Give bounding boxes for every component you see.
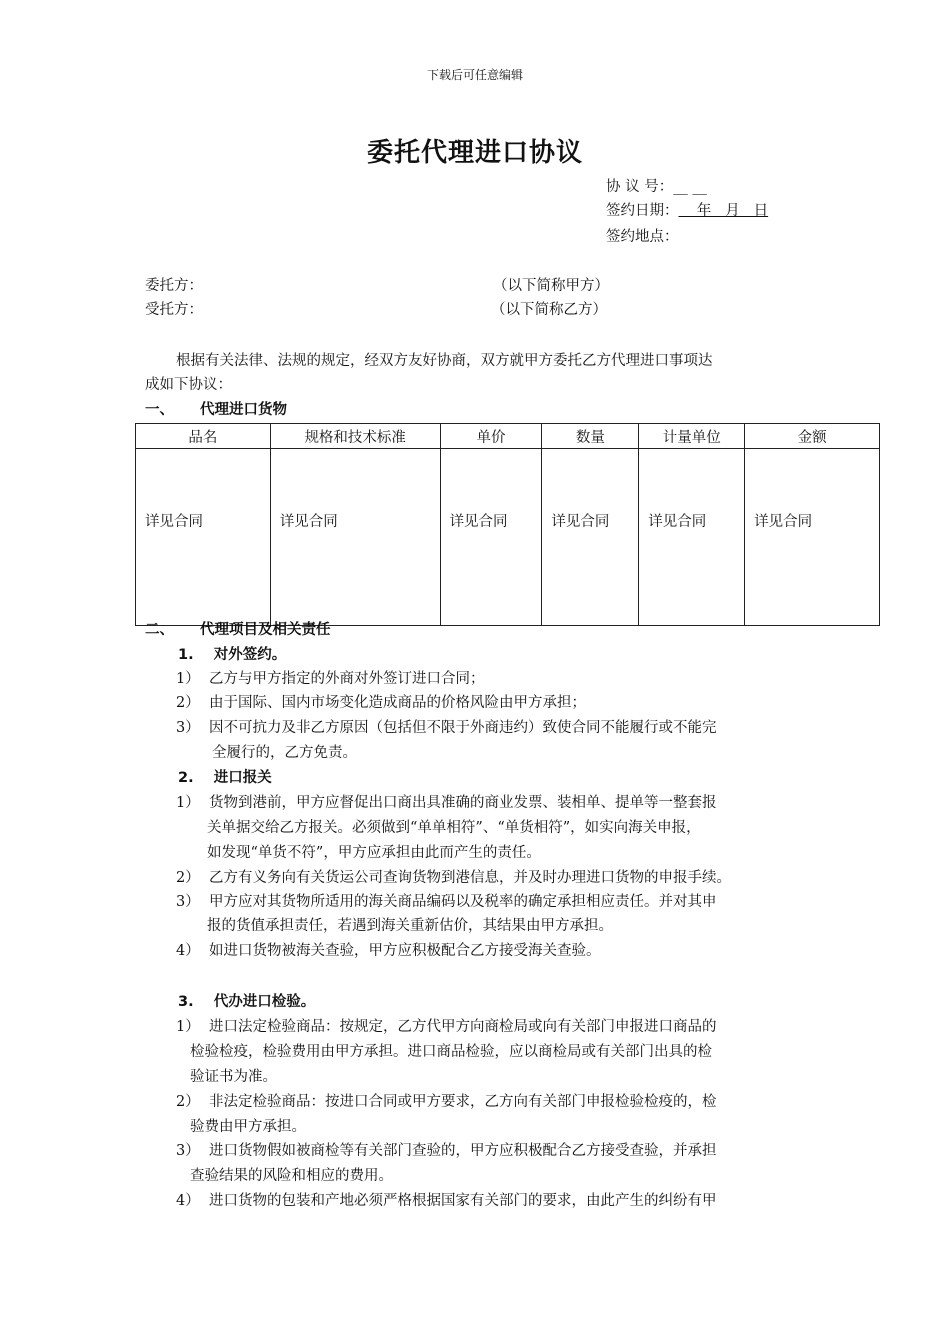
cell-quantity: 详见合同 — [542, 449, 639, 626]
document-title: 委托代理进口协议 — [366, 138, 583, 168]
sub1-title: 1. 对外签约。 — [178, 647, 287, 663]
agreement-no — [606, 175, 707, 199]
client-note: （以下简称甲方） — [493, 278, 609, 294]
section1-number: 一、 — [145, 402, 174, 418]
list-item-continued: 全履行的，乙方免责。 — [212, 745, 357, 761]
list-item: 4） 如进口货物被海关查验，甲方应积极配合乙方接受海关查验。 — [176, 943, 601, 959]
client-label: 委托方： — [145, 278, 203, 294]
goods-table — [135, 423, 880, 626]
cell-unit-price: 详见合同 — [440, 449, 542, 626]
list-item: 3） 甲方应对其货物所适用的海关商品编码以及税率的确定承担相应责任。并对其申 — [176, 894, 717, 910]
col-header-quantity: 数量 — [542, 424, 639, 449]
list-item: 2） 非法定检验商品：按进口合同或甲方要求，乙方向有关部门申报检验检疫的，检 — [176, 1094, 717, 1110]
list-item: 1） 乙方与甲方指定的外商对外签订进口合同； — [176, 671, 485, 687]
list-item: 3） 进口货物假如被商检等有关部门查验的，甲方应积极配合乙方接受查验，并承担 — [176, 1143, 717, 1159]
list-item: 4） 进口货物的包装和产地必须严格根据国家有关部门的要求，由此产生的纠纷有甲 — [176, 1193, 717, 1209]
cell-amount: 详见合同 — [745, 449, 880, 626]
agent-label: 受托方： — [145, 302, 203, 318]
list-item-continued: 如发现“单货不符”，甲方应承担由此而产生的责任。 — [207, 845, 541, 861]
goods-table-header-row — [136, 424, 880, 449]
list-item-continued: 关单据交给乙方报关。必须做到“单单相符”、“单货相符”，如实向海关申报， — [207, 820, 701, 836]
sign-date-value: 年 月 日 — [678, 203, 769, 219]
section1-title: 代理进口货物 — [200, 402, 287, 418]
col-header-spec: 规格和技术标准 — [270, 424, 440, 449]
agreement-no-label: 协 议 号： — [606, 179, 674, 195]
sub3-title: 3. 代办进口检验。 — [178, 994, 316, 1010]
agent-note: （以下简称乙方） — [491, 302, 607, 318]
list-item-continued: 报的货值承担责任，若遇到海关重新估价，其结果由甲方承担。 — [207, 918, 613, 934]
sign-date — [606, 199, 768, 223]
list-item-continued: 验费由甲方承担。 — [190, 1119, 306, 1135]
intro-line-2: 成如下协议： — [145, 377, 232, 393]
section2-number: 二、 — [145, 622, 174, 638]
list-item-continued: 检验检疫，检验费用由甲方承担。进口商品检验，应以商检局或有关部门出具的检 — [190, 1044, 712, 1060]
list-item-continued: 验证书为准。 — [190, 1069, 277, 1085]
agreement-no-value: __ __ — [673, 179, 707, 195]
list-item: 3） 因不可抗力及非乙方原因（包括但不限于外商违约）致使合同不能履行或不能完 — [176, 720, 717, 736]
intro-line-1: 根据有关法律、法规的规定，经双方友好协商，双方就甲方委托乙方代理进口事项达 — [176, 353, 713, 369]
list-item: 1） 进口法定检验商品：按规定，乙方代甲方向商检局或向有关部门申报进口商品的 — [176, 1019, 717, 1035]
col-header-name: 品名 — [136, 424, 271, 449]
header-note: 下载后可任意编辑 — [426, 68, 523, 82]
cell-measure-unit: 详见合同 — [639, 449, 745, 626]
sub2-title: 2. 进口报关 — [178, 770, 272, 786]
list-item: 1） 货物到港前，甲方应督促出口商出具准确的商业发票、装相单、提单等一整套报 — [176, 795, 717, 811]
cell-name: 详见合同 — [136, 449, 271, 626]
sign-place-label: 签约地点： — [606, 229, 679, 245]
table-row — [136, 449, 880, 626]
section2-title: 代理项目及相关责任 — [200, 622, 331, 638]
list-item: 2） 乙方有义务向有关货运公司查询货物到港信息，并及时办理进口货物的申报手续。 — [176, 870, 731, 886]
list-item-continued: 查验结果的风险和相应的费用。 — [190, 1168, 393, 1184]
cell-spec: 详见合同 — [270, 449, 440, 626]
sign-date-label: 签约日期： — [606, 203, 679, 219]
list-item: 2） 由于国际、国内市场变化造成商品的价格风险由甲方承担； — [176, 695, 586, 711]
col-header-amount: 金额 — [745, 424, 880, 449]
col-header-measure-unit: 计量单位 — [639, 424, 745, 449]
col-header-unit-price: 单价 — [440, 424, 542, 449]
